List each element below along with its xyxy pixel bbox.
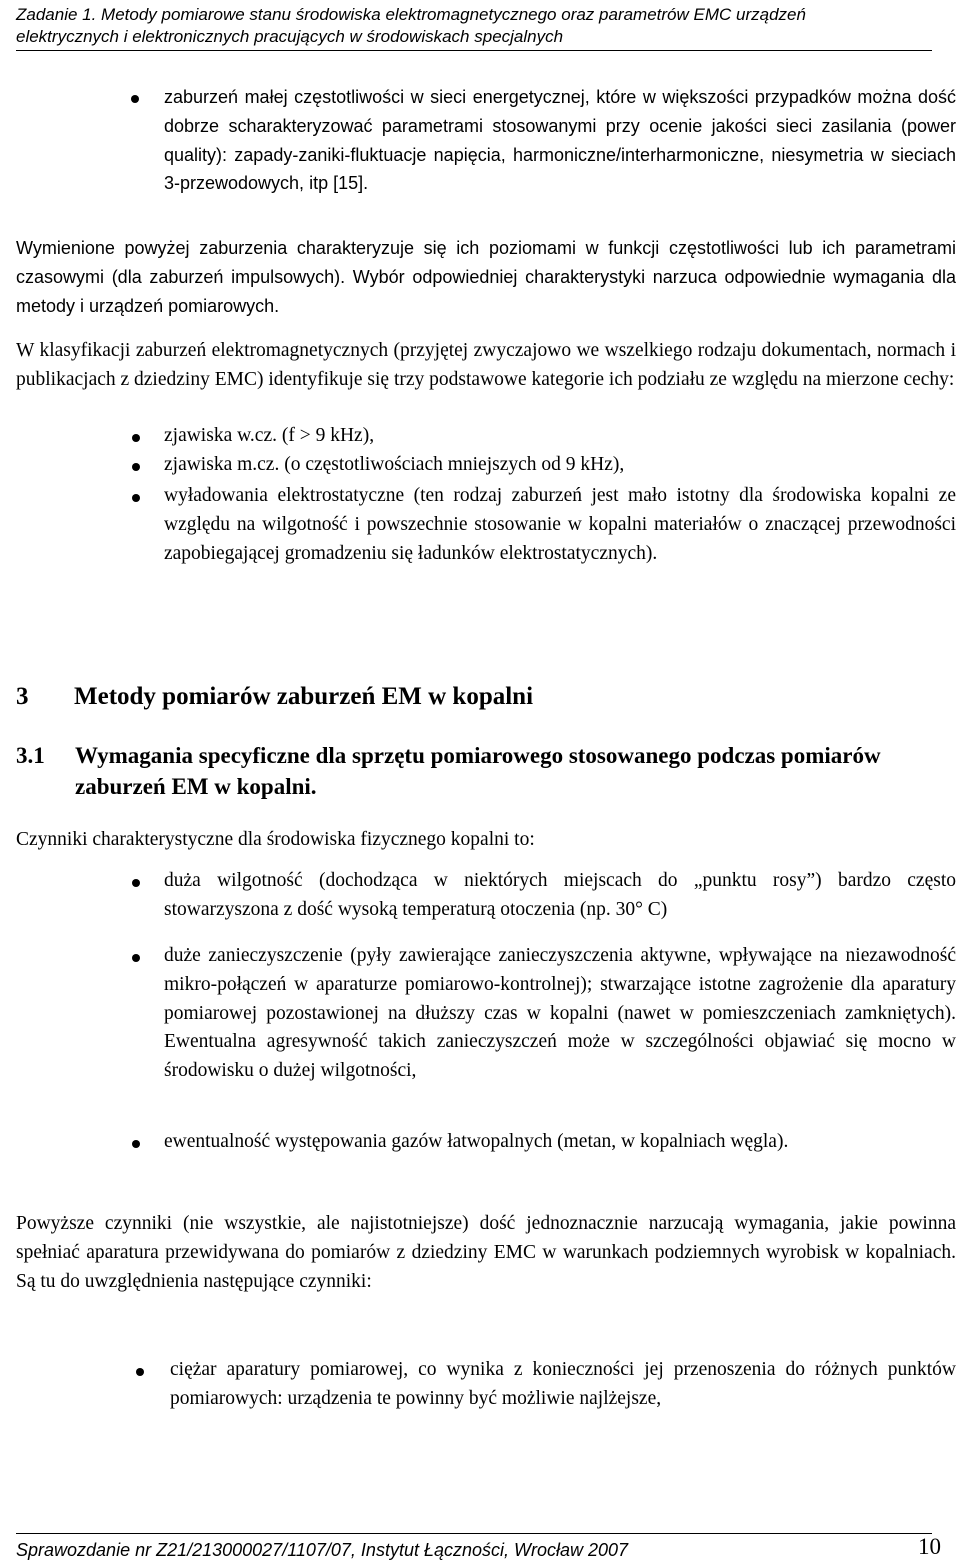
list-item: duża wilgotność (dochodząca w niektórych miejscach do „punktu rosy”) bardzo często stowarzyszona z dość wysoką temperaturą otoczenia (np. 30° C) <box>164 870 956 920</box>
header-line-2: elektrycznych i elektronicznych pracujących w środowiskach specjalnych <box>16 27 564 46</box>
subsection-heading <box>16 740 935 802</box>
list-item: ewentualność występowania gazów łatwopalnych (metan, w kopalniach węgla). <box>164 1131 789 1152</box>
header-line-1: Zadanie 1. Metody pomiarowe stanu środowiska elektromagnetycznego oraz parametrów EMC urządzeń <box>16 5 806 24</box>
bullet-icon <box>136 1368 144 1376</box>
subsection-number: 3.1 <box>16 743 45 768</box>
list-item: ciężar aparatury pomiarowej, co wynika z konieczności jej przenoszenia do różnych punktów pomiarowych: urządzenia te powinny być możliwie najlżejsze, <box>170 1359 956 1409</box>
list-item: zjawiska m.cz. (o częstotliwościach mniejszych od 9 kHz), <box>164 454 625 475</box>
list-item: wyładowania elektrostatyczne (ten rodzaj zaburzeń jest mało istotny dla środowiska kopalni ze względu na wilgotność i powszechnie stosowanie w kopalni materiałów o znaczącej przewodności zapobiegającej gromadzeniu się ładunków elektrostatycznych). <box>164 485 956 564</box>
bullet-paragraph-top: zaburzeń małej częstotliwości w sieci energetycznej, które w większości przypadków można dość dobrze scharakteryzować parametrami stosowanymi przy ocenie jakości sieci zasilania (power quality): zapady-zaniki-fluktuacje napięcia, harmoniczne/interharmoniczne, niesymetria w sieciach 3-przewodowych, itp [15]. <box>164 87 956 194</box>
section-number: 3 <box>16 683 29 710</box>
bullet-icon <box>132 494 140 502</box>
bullet-icon <box>132 434 140 442</box>
bullet-icon <box>132 954 140 962</box>
page-number: 10 <box>918 1534 941 1559</box>
bullet-icon <box>132 879 140 887</box>
bullet-icon <box>132 463 140 471</box>
footer-text: Sprawozdanie nr Z21/213000027/1107/07, Instytut Łączności, Wrocław 2007 <box>16 1540 629 1560</box>
subsection-title: Wymagania specyficzne dla sprzętu pomiarowego stosowanego podczas pomiarów zaburzeń EM w kopalni. <box>75 743 881 799</box>
bullet-icon <box>131 95 139 103</box>
section-heading <box>16 680 533 714</box>
list-item: zjawiska w.cz. (f > 9 kHz), <box>164 425 375 446</box>
bullet-icon <box>132 1140 140 1148</box>
section-title: Metody pomiarów zaburzeń EM w kopalni <box>74 683 534 710</box>
page-header <box>16 4 932 51</box>
list-item: duże zanieczyszczenie (pyły zawierające zanieczyszczenia aktywne, wpływające na niezawodność mikro-połączeń w aparaturze pomiarowo-kontrolnej); stwarzające istotne zagrożenie dla aparatury pomiarowej pozostawionej na dłuższy czas w kopalni (nawet w pomieszczeniach zamkniętych). Ewentualna agresywność takich zanieczyszczeń może w szczególności objawiać się mocno w środowisku o dużej wilgotności, <box>164 945 956 1082</box>
paragraph-3: Czynniki charakterystyczne dla środowiska fizycznego kopalni to: <box>16 829 535 850</box>
paragraph-2: W klasyfikacji zaburzeń elektromagnetycznych (przyjętej zwyczajowo we wszelkiego rodzaju dokumentach, normach i publikacjach z dziedziny EMC) identyfikuje się trzy podstawowe kategorie ich podziału ze względu na mierzone cechy: <box>16 340 956 390</box>
footer-rule <box>16 1533 932 1534</box>
paragraph-1: Wymienione powyżej zaburzenia charakteryzuje się ich poziomami w funkcji częstotliwości lub ich parametrami czasowymi (dla zaburzeń impulsowych). Wybór odpowiedniej charakterystyki narzuca odpowiednie wymagania dla metody i urządzeń pomiarowych. <box>16 238 956 316</box>
paragraph-4: Powyższe czynniki (nie wszystkie, ale najistotniejsze) dość jednoznacznie narzucają wymagania, jakie powinna spełniać aparatura przewidywana do pomiarów z dziedziny EMC w warunkach podziemnych wyrobisk w kopalniach. Są tu do uwzględnienia następujące czynniki: <box>16 1213 956 1292</box>
